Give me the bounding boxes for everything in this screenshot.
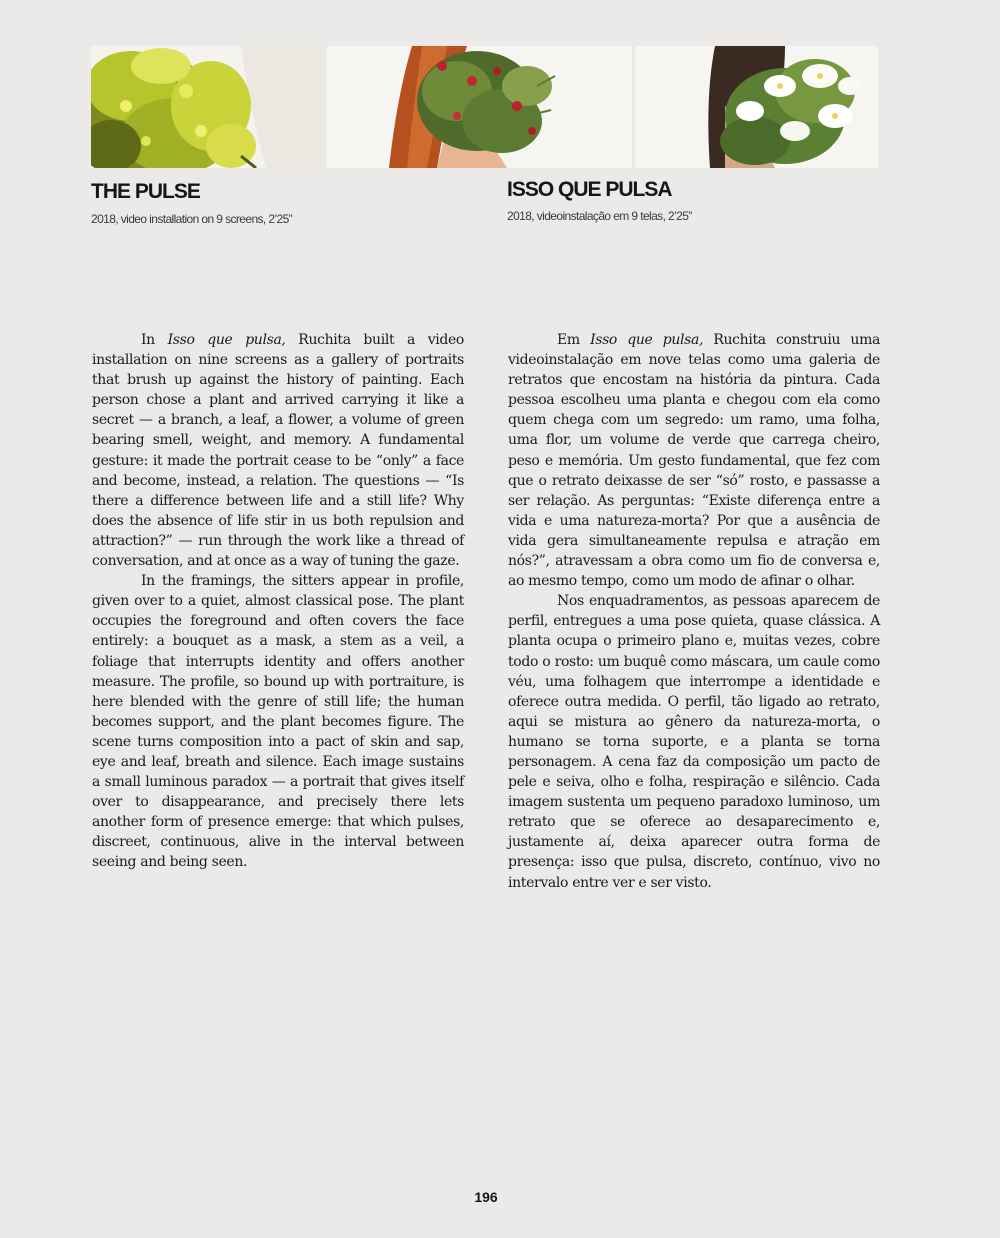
portuguese-work-title: Isso que pulsa, xyxy=(590,332,704,348)
left-subtitle: 2018, video installation on 9 screens, 2’25” xyxy=(91,212,293,226)
english-paragraph-1: In Isso que pulsa, Ruchita built a video installation on nine screens as a gallery of portraits that brush up against the history of painting. Each person chose a plant and arrived carrying it like a secret — a branch, a leaf, a flower, a volume of green bearing smell, weight, and memory. A fundamental gesture: it made the portrait cease to be “only” a face and become, instead, a relation. The questions — “Is there a difference between life and a still life? Why does the absence of life stir in us both repulsion and attraction?” — run through the work like a thread of conversation, and at once as a way of tuning the gaze. xyxy=(92,332,465,570)
right-title: ISSO QUE PULSA xyxy=(507,178,672,201)
yellow-flowers-image xyxy=(91,46,324,168)
portuguese-paragraph-2: Nos enquadramentos, as pessoas aparecem de perfil, entregues a uma pose quieta, quase clássica. A planta ocupa o primeiro plano e, muitas vezes, cobre todo o rosto: um buquê como máscara, um caule como véu, uma folhagem que interrompe a identidade e oferece outra medida. O perfil, tão ligado ao retrato, aqui se mistura ao gênero da natureza-morta, o humano se torna suporte, e a planta se torna personagem. A cena faz da composição um pacto de pele e seiva, olho e folha, respiração e silêncio. Cada imagem sustenta um pequeno paradoxo luminoso, um retrato que se oferece ao desaparecimento e, justamente aí, deixa aparecer outra forma de presença: isso que pulsa, discreto, contínuo, vivo no intervalo entre ver e ser visto. xyxy=(508,593,880,891)
portuguese-paragraph-1: Em Isso que pulsa, Ruchita construiu uma videoinstalação em nove telas como uma galeria de retratos que encostam na história da pintura. Cada pessoa escolheu uma planta e chegou com ela como quem chega com um segredo: um ramo, uma folha, uma flor, um volume de verde que carrega cheiro, peso e memória. Um gesto fundamental, que fez com que o retrato deixasse de ser “só” rosto, e passasse a ser relação. As perguntas: “Existe diferença entre a vida e uma natureza-morta? Por que a ausência de vida gera simultaneamente repulsa e atração em nós?”, atravessam a obra como um fio de conversa e, ao mesmo tempo, como um modo de afinar o olhar. xyxy=(508,332,880,590)
photo-red-hair-bouquet xyxy=(327,46,632,168)
english-work-title: Isso que pulsa, xyxy=(167,332,286,348)
portuguese-text-column xyxy=(508,330,880,893)
left-title: THE PULSE xyxy=(91,180,200,203)
photo-white-lilies xyxy=(635,46,878,168)
right-subtitle: 2018, videoinstalação em 9 telas, 2’25” xyxy=(507,209,692,223)
photo-yellow-flowers xyxy=(91,46,324,168)
english-paragraph-2: In the framings, the sitters appear in profile, given over to a quiet, almost classical pose. The plant occupies the foreground and often covers the face entirely: a bouquet as a mask, a stem as a veil, a foliage that interrupts identity and offers another measure. The profile, so bound up with portraiture, is here blended with the genre of still life; the human becomes support, and the plant becomes figure. The scene turns composition into a pact of skin and sap, eye and leaf, breath and silence. Each image sustains a small luminous paradox — a portrait that gives itself over to disappearance, and precisely there lets another form of presence emerge: that which pulses, discreet, continuous, alive in the interval between seeing and being seen. xyxy=(92,573,464,871)
page-number: 196 xyxy=(474,1189,498,1205)
english-text-column xyxy=(92,330,464,873)
photo-strip xyxy=(91,46,878,168)
white-lilies-image xyxy=(635,46,878,168)
red-hair-bouquet-image xyxy=(327,46,632,168)
